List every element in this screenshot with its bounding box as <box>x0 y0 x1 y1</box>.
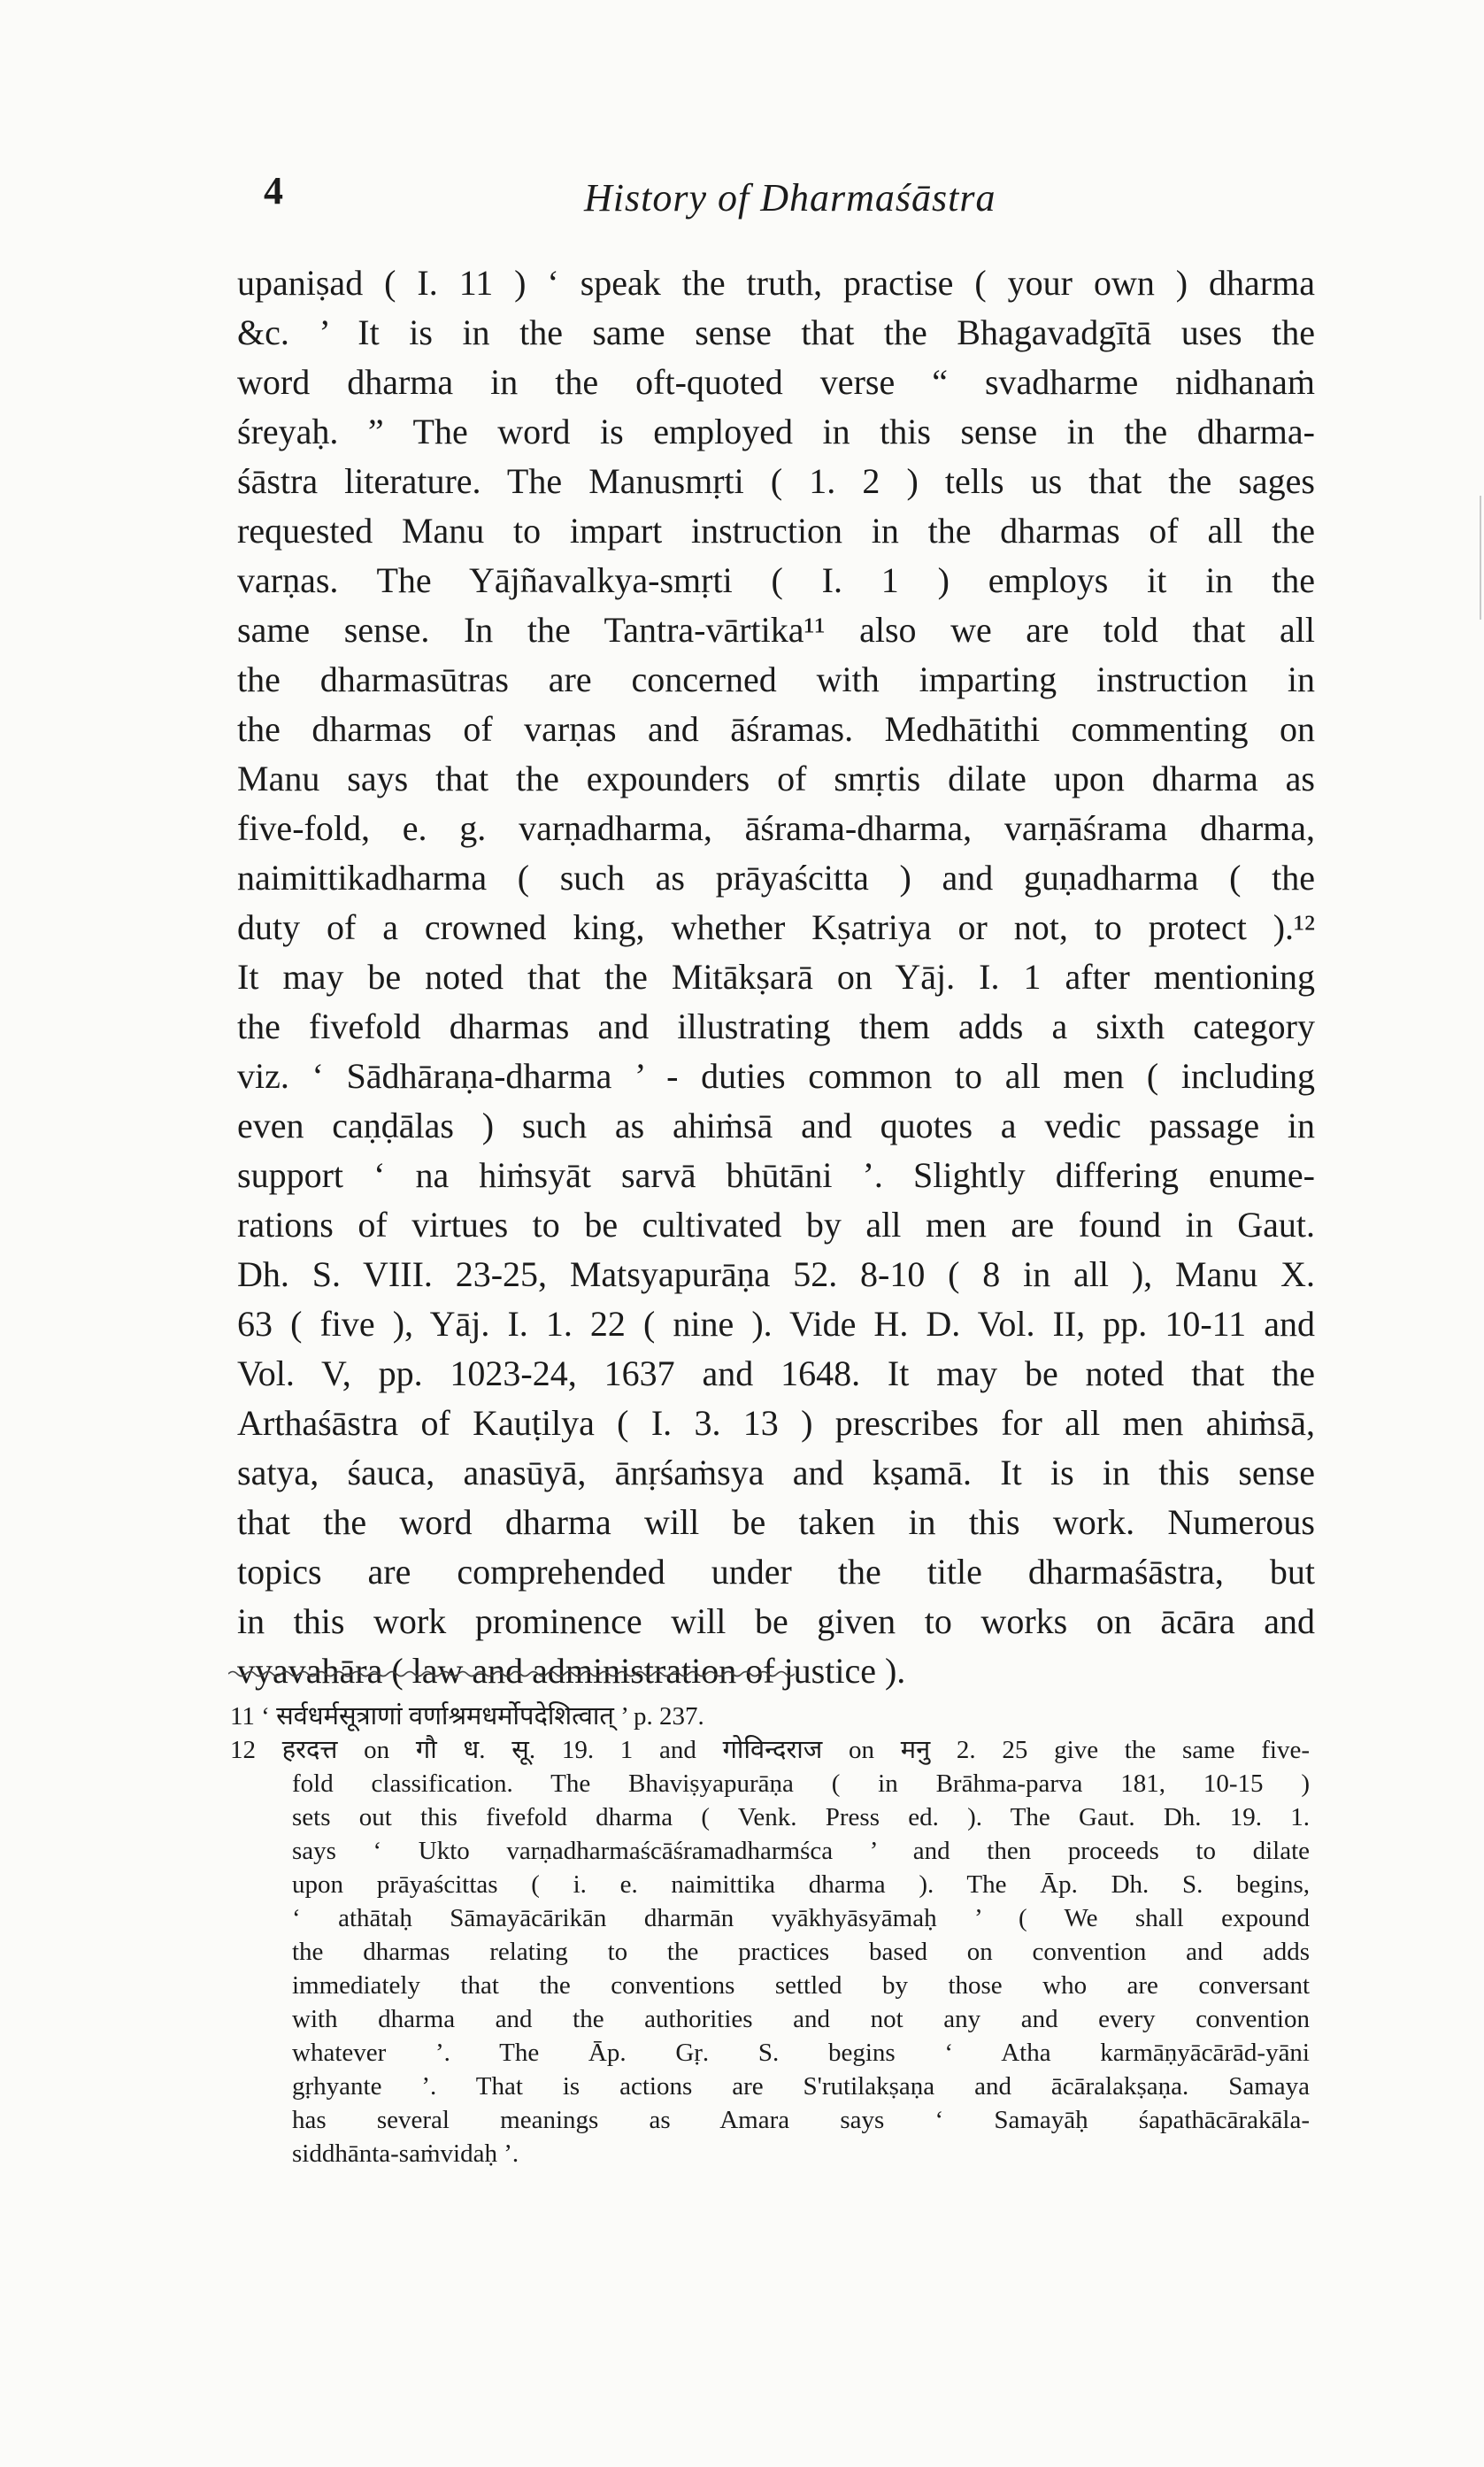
body-text <box>237 258 1315 1696</box>
body-line: that the word dharma will be taken in this work. Numerous <box>237 1502 1315 1542</box>
footnote-line: with dharma and the authorities and not any and every convention <box>292 2005 1310 2033</box>
body-line: śreyaḥ. ” The word is employed in this sense in the dharma- <box>237 412 1315 451</box>
body-line: viz. ‘ Sādhāraṇa-dharma ’ - duties common to all men ( including <box>237 1056 1315 1096</box>
body-line: in this work prominence will be given to works on ācāra and <box>237 1601 1315 1641</box>
page-number: 4 <box>264 169 283 212</box>
footnote-line: immediately that the conventions settled by those who are conversant <box>292 1971 1310 2000</box>
body-line: the dharmasūtras are concerned with imparting instruction in <box>237 659 1315 699</box>
footnotes <box>230 1700 1310 2170</box>
body-line: the dharmas of varṇas and āśramas. Medhātithi commenting on <box>237 709 1315 749</box>
body-line: Vol. V, pp. 1023-24, 1637 and 1648. It may be noted that the <box>237 1353 1315 1393</box>
body-line: five-fold, e. g. varṇadharma, āśrama-dharma, varṇāśrama dharma, <box>237 808 1315 848</box>
body-line: upaniṣad ( I. 11 ) ‘ speak the truth, practise ( your own ) dharma <box>237 263 1315 303</box>
footnote-line: upon prāyaścittas ( i. e. naimittika dharma ). The Āp. Dh. S. begins, <box>292 1870 1310 1899</box>
body-line: śāstra literature. The Manusmṛti ( 1. 2 ) tells us that the sages <box>237 461 1315 501</box>
body-line: satya, śauca, anasūyā, ānṛśaṁsya and kṣamā. It is in this sense <box>237 1453 1315 1492</box>
body-line: vyavahāra ( law and administration of justice ). <box>237 1651 906 1691</box>
body-line: Arthaśāstra of Kauṭilya ( I. 3. 13 ) prescribes for all men ahiṁsā, <box>237 1403 1315 1443</box>
footnote-line: has several meanings as Amara says ‘ Samayāḥ śapathācārakāla- <box>292 2106 1310 2134</box>
footnote-line: ‘ athātaḥ Sāmayācārikān dharmān vyākhyāsyāmaḥ ’ ( We shall expound <box>292 1904 1310 1932</box>
body-line: Dh. S. VIII. 23-25, Matsyapurāṇa 52. 8-10 ( 8 in all ), Manu X. <box>237 1254 1315 1294</box>
body-line: word dharma in the oft-quoted verse “ svadharme nidhanaṁ <box>237 362 1315 402</box>
body-line: varṇas. The Yājñavalkya-smṛti ( I. 1 ) employs it in the <box>237 560 1315 600</box>
body-line: even caṇḍālas ) such as ahiṁsā and quotes a vedic passage in <box>237 1106 1315 1145</box>
body-line: the fivefold dharmas and illustrating them adds a sixth category <box>237 1006 1315 1046</box>
running-title: History of Dharmaśāstra <box>584 176 996 220</box>
footnote-line: whatever ’. The Āp. Gṛ. S. begins ‘ Atha karmāṇyācārād-yāni <box>292 2039 1310 2067</box>
body-line: Manu says that the expounders of smṛtis dilate upon dharma as <box>237 759 1315 798</box>
footnote-line: sets out this fivefold dharma ( Venk. Press ed. ). The Gaut. Dh. 19. 1. <box>292 1803 1310 1831</box>
body-line: 63 ( five ), Yāj. I. 1. 22 ( nine ). Vide H. D. Vol. II, pp. 10-11 and <box>237 1304 1315 1344</box>
body-line: duty of a crowned king, whether Kṣatriya or not, to protect ).¹² <box>237 907 1315 947</box>
footnote-line: the dharmas relating to the practices based on convention and adds <box>292 1938 1310 1966</box>
footnote-line: says ‘ Ukto varṇadharmaścāśramadharmśca ’ and then proceeds to dilate <box>292 1837 1310 1865</box>
body-line: It may be noted that the Mitākṣarā on Yāj. I. 1 after mentioning <box>237 957 1315 997</box>
body-line: support ‘ na hiṁsyāt sarvā bhūtāni ’. Slightly differing enume- <box>237 1155 1315 1195</box>
footnote-line: 12 हरदत्त on गौ ध. सू. 19. 1 and गोविन्दराज on मनु 2. 25 give the same five- <box>230 1736 1310 1764</box>
scan-edge-mark <box>1480 496 1481 620</box>
footnote-divider <box>228 1669 795 1678</box>
body-line: same sense. In the Tantra-vārtika¹¹ also we are told that all <box>237 610 1315 650</box>
footnote-line: fold classification. The Bhaviṣyapurāṇa ( in Brāhma-parva 181, 10-15 ) <box>292 1769 1310 1798</box>
footnote-line: gṛhyante ’. That is actions are S'rutilakṣaṇa and ācāralakṣaṇa. Samaya <box>292 2072 1310 2101</box>
body-line: rations of virtues to be cultivated by all men are found in Gaut. <box>237 1205 1315 1245</box>
body-line: requested Manu to impart instruction in the dharmas of all the <box>237 511 1315 551</box>
body-line: &c. ’ It is in the same sense that the Bhagavadgītā uses the <box>237 312 1315 352</box>
footnote-line: 11 ‘ सर्वधर्मसूत्राणां वर्णाश्रमधर्मोपदेशित्वात् ’ p. 237. <box>230 1702 704 1731</box>
footnote-line: siddhānta-saṁvidaḥ ’. <box>292 2139 519 2168</box>
body-line: topics are comprehended under the title dharmaśāstra, but <box>237 1552 1315 1592</box>
body-line: naimittikadharma ( such as prāyaścitta ) and guṇadharma ( the <box>237 858 1315 898</box>
